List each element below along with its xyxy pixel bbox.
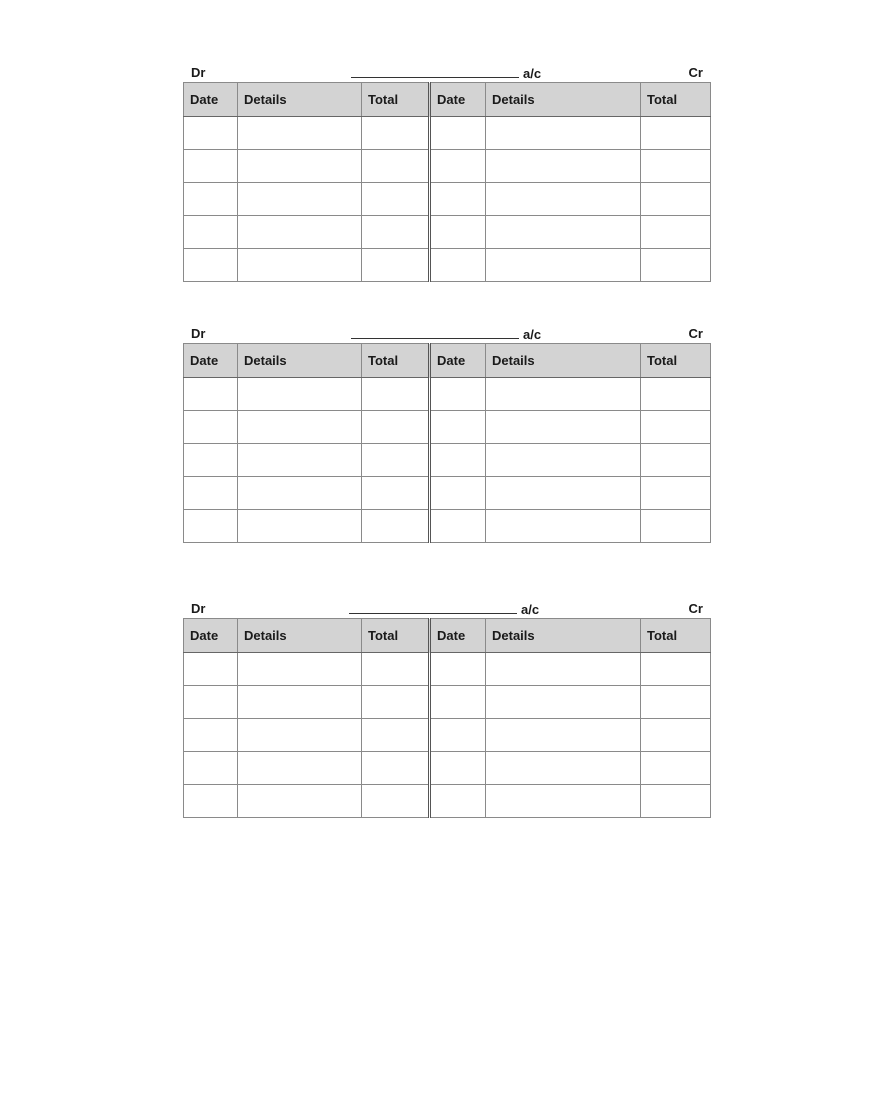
credit-date-cell[interactable] xyxy=(430,216,486,249)
debit-details-cell[interactable] xyxy=(238,183,362,216)
ledger-account-3 xyxy=(183,601,710,643)
credit-date-cell[interactable] xyxy=(430,785,486,818)
debit-label: Dr xyxy=(191,65,206,80)
credit-total-cell[interactable] xyxy=(641,444,711,477)
credit-total-cell[interactable] xyxy=(641,411,711,444)
credit-date-cell[interactable] xyxy=(430,117,486,150)
credit-details-cell[interactable] xyxy=(486,411,641,444)
debit-date-cell[interactable] xyxy=(184,785,238,818)
credit-details-cell[interactable] xyxy=(486,249,641,282)
credit-total-cell[interactable] xyxy=(641,183,711,216)
credit-details-cell[interactable] xyxy=(486,183,641,216)
debit-details-cell[interactable] xyxy=(238,411,362,444)
account-name-field[interactable] xyxy=(349,601,517,614)
debit-details-cell[interactable] xyxy=(238,249,362,282)
debit-details-cell[interactable] xyxy=(238,216,362,249)
debit-date-cell[interactable] xyxy=(184,183,238,216)
credit-total-header: Total xyxy=(641,344,711,378)
debit-date-cell[interactable] xyxy=(184,249,238,282)
debit-date-cell[interactable] xyxy=(184,378,238,411)
credit-date-cell[interactable] xyxy=(430,653,486,686)
credit-total-cell[interactable] xyxy=(641,686,711,719)
ledger-body xyxy=(184,378,711,543)
credit-total-cell[interactable] xyxy=(641,477,711,510)
ledger-row xyxy=(184,444,711,477)
credit-date-cell[interactable] xyxy=(430,752,486,785)
credit-details-cell[interactable] xyxy=(486,653,641,686)
ledger-row xyxy=(184,117,711,150)
account-suffix-label: a/c xyxy=(523,327,542,342)
debit-details-header: Details xyxy=(238,344,362,378)
credit-date-cell[interactable] xyxy=(430,686,486,719)
debit-total-header: Total xyxy=(362,619,430,653)
debit-total-cell[interactable] xyxy=(362,477,430,510)
debit-label: Dr xyxy=(191,326,206,341)
credit-details-cell[interactable] xyxy=(486,378,641,411)
debit-details-cell[interactable] xyxy=(238,653,362,686)
debit-date-cell[interactable] xyxy=(184,411,238,444)
credit-details-header: Details xyxy=(486,83,641,117)
credit-details-header: Details xyxy=(486,344,641,378)
debit-total-cell[interactable] xyxy=(362,653,430,686)
credit-date-cell[interactable] xyxy=(430,444,486,477)
debit-details-cell[interactable] xyxy=(238,510,362,543)
debit-total-cell[interactable] xyxy=(362,785,430,818)
credit-date-cell[interactable] xyxy=(430,249,486,282)
debit-total-header: Total xyxy=(362,344,430,378)
debit-date-cell[interactable] xyxy=(184,117,238,150)
credit-details-cell[interactable] xyxy=(486,785,641,818)
credit-date-cell[interactable] xyxy=(430,183,486,216)
debit-date-header: Date xyxy=(184,619,238,653)
debit-total-cell[interactable] xyxy=(362,378,430,411)
debit-date-cell[interactable] xyxy=(184,444,238,477)
debit-total-cell[interactable] xyxy=(362,216,430,249)
ledger-table xyxy=(183,82,711,282)
ledger-row xyxy=(184,510,711,543)
debit-total-header: Total xyxy=(362,83,430,117)
credit-date-cell[interactable] xyxy=(430,378,486,411)
debit-date-cell[interactable] xyxy=(184,216,238,249)
credit-details-cell[interactable] xyxy=(486,752,641,785)
ledger-table xyxy=(183,343,711,543)
ledger-row xyxy=(184,150,711,183)
debit-total-cell[interactable] xyxy=(362,686,430,719)
debit-date-header: Date xyxy=(184,83,238,117)
debit-details-cell[interactable] xyxy=(238,752,362,785)
debit-date-cell[interactable] xyxy=(184,477,238,510)
credit-total-cell[interactable] xyxy=(641,653,711,686)
credit-date-header: Date xyxy=(430,83,486,117)
table-header-row xyxy=(184,344,711,378)
account-header xyxy=(183,326,710,344)
credit-date-header: Date xyxy=(430,344,486,378)
credit-total-header: Total xyxy=(641,83,711,117)
debit-total-cell[interactable] xyxy=(362,183,430,216)
ledger-row xyxy=(184,378,711,411)
credit-date-cell[interactable] xyxy=(430,150,486,183)
credit-details-cell[interactable] xyxy=(486,477,641,510)
debit-details-cell[interactable] xyxy=(238,477,362,510)
ledger-row xyxy=(184,411,711,444)
debit-details-cell[interactable] xyxy=(238,444,362,477)
ledger-body xyxy=(184,653,711,818)
account-suffix-label: a/c xyxy=(523,66,542,81)
ledger-row xyxy=(184,719,711,752)
credit-date-cell[interactable] xyxy=(430,719,486,752)
debit-total-cell[interactable] xyxy=(362,510,430,543)
debit-details-cell[interactable] xyxy=(238,785,362,818)
ledger-account-1 xyxy=(183,65,710,107)
ledger-row xyxy=(184,653,711,686)
credit-date-header: Date xyxy=(430,619,486,653)
credit-details-cell[interactable] xyxy=(486,719,641,752)
ledger-row xyxy=(184,216,711,249)
ledger-body xyxy=(184,117,711,282)
debit-total-cell[interactable] xyxy=(362,150,430,183)
credit-details-cell[interactable] xyxy=(486,444,641,477)
credit-details-cell[interactable] xyxy=(486,216,641,249)
debit-details-cell[interactable] xyxy=(238,378,362,411)
account-suffix-label: a/c xyxy=(521,602,540,617)
credit-details-cell[interactable] xyxy=(486,510,641,543)
credit-total-cell[interactable] xyxy=(641,785,711,818)
credit-date-cell[interactable] xyxy=(430,510,486,543)
account-name-group xyxy=(351,326,541,342)
ledger-account-2 xyxy=(183,326,710,368)
debit-details-cell[interactable] xyxy=(238,686,362,719)
table-header-row xyxy=(184,619,711,653)
credit-details-header: Details xyxy=(486,619,641,653)
credit-date-cell[interactable] xyxy=(430,477,486,510)
credit-total-cell[interactable] xyxy=(641,752,711,785)
account-header xyxy=(183,601,710,619)
debit-total-cell[interactable] xyxy=(362,411,430,444)
ledger-row xyxy=(184,249,711,282)
debit-total-cell[interactable] xyxy=(362,117,430,150)
credit-total-cell[interactable] xyxy=(641,510,711,543)
ledger-row xyxy=(184,686,711,719)
debit-total-cell[interactable] xyxy=(362,249,430,282)
debit-date-cell[interactable] xyxy=(184,686,238,719)
debit-details-cell[interactable] xyxy=(238,150,362,183)
debit-total-cell[interactable] xyxy=(362,444,430,477)
debit-total-cell[interactable] xyxy=(362,719,430,752)
credit-total-cell[interactable] xyxy=(641,150,711,183)
ledger-row xyxy=(184,183,711,216)
credit-total-cell[interactable] xyxy=(641,719,711,752)
ledger-row xyxy=(184,752,711,785)
credit-details-cell[interactable] xyxy=(486,150,641,183)
credit-details-cell[interactable] xyxy=(486,117,641,150)
account-name-field[interactable] xyxy=(351,65,519,78)
debit-date-cell[interactable] xyxy=(184,510,238,543)
debit-date-cell[interactable] xyxy=(184,653,238,686)
debit-date-cell[interactable] xyxy=(184,719,238,752)
ledger-row xyxy=(184,785,711,818)
credit-label: Cr xyxy=(688,65,703,80)
debit-details-cell[interactable] xyxy=(238,719,362,752)
credit-details-cell[interactable] xyxy=(486,686,641,719)
credit-label: Cr xyxy=(688,601,703,616)
account-name-field[interactable] xyxy=(351,326,519,339)
account-name-group xyxy=(349,601,539,617)
debit-date-cell[interactable] xyxy=(184,150,238,183)
debit-details-header: Details xyxy=(238,619,362,653)
debit-details-cell[interactable] xyxy=(238,117,362,150)
credit-total-cell[interactable] xyxy=(641,216,711,249)
debit-details-header: Details xyxy=(238,83,362,117)
credit-total-cell[interactable] xyxy=(641,378,711,411)
account-name-group xyxy=(351,65,541,81)
ledger-table xyxy=(183,618,711,818)
ledger-row xyxy=(184,477,711,510)
credit-total-header: Total xyxy=(641,619,711,653)
credit-total-cell[interactable] xyxy=(641,117,711,150)
debit-total-cell[interactable] xyxy=(362,752,430,785)
table-header-row xyxy=(184,83,711,117)
credit-date-cell[interactable] xyxy=(430,411,486,444)
debit-date-header: Date xyxy=(184,344,238,378)
debit-label: Dr xyxy=(191,601,206,616)
account-header xyxy=(183,65,710,83)
credit-label: Cr xyxy=(688,326,703,341)
credit-total-cell[interactable] xyxy=(641,249,711,282)
debit-date-cell[interactable] xyxy=(184,752,238,785)
